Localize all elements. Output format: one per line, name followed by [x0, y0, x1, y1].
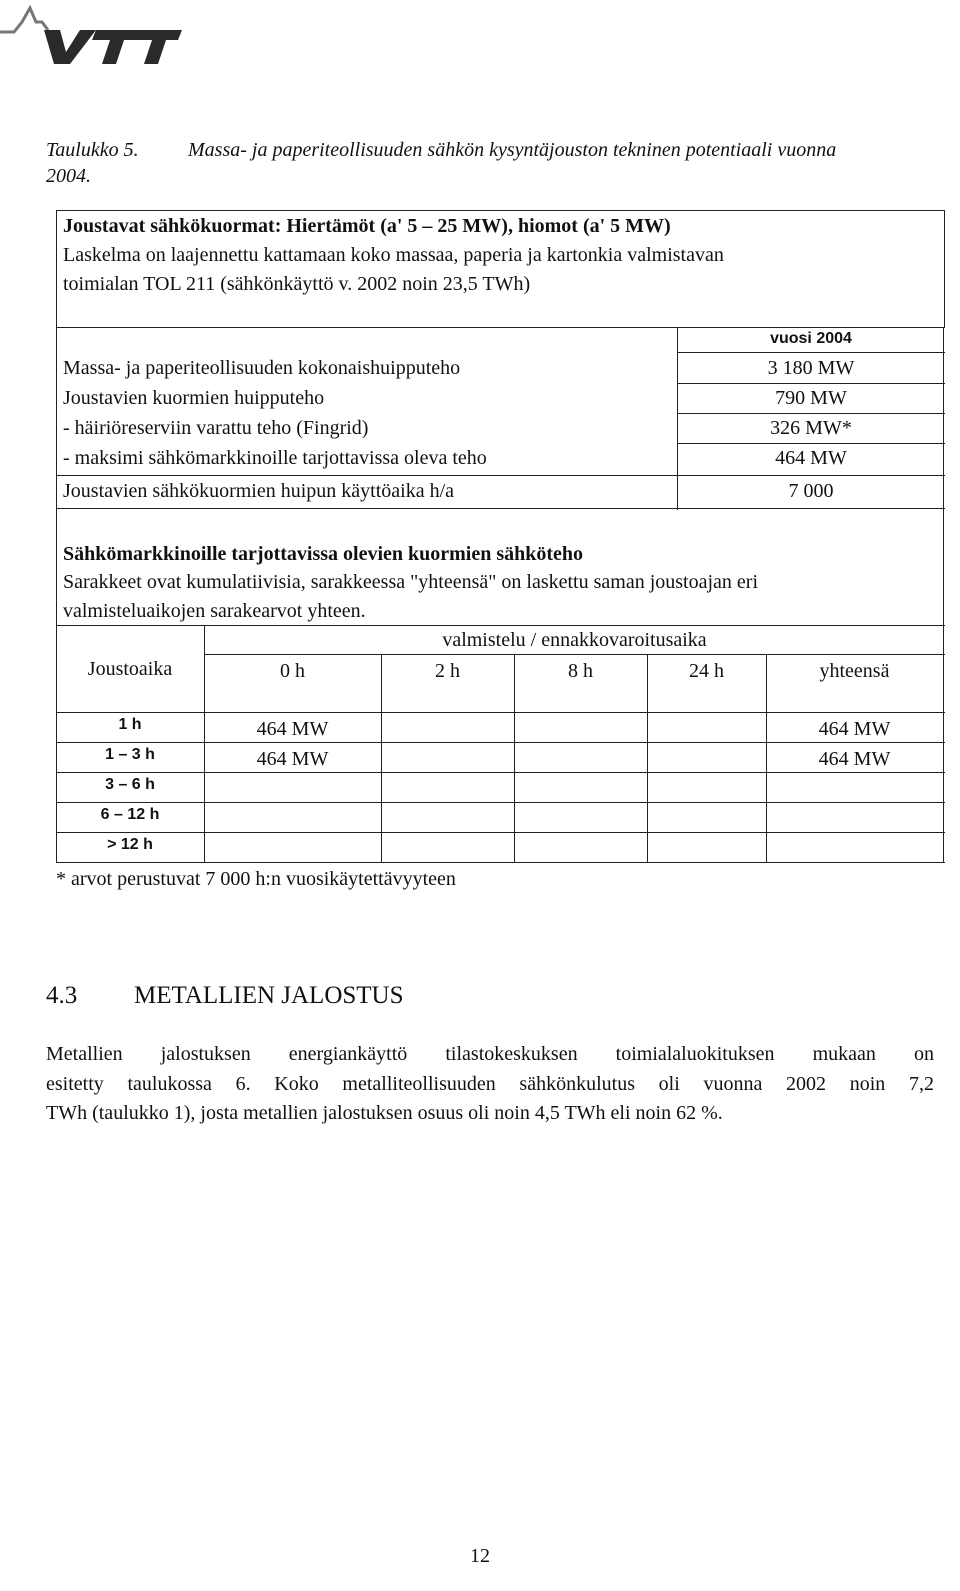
power-row-value: 3 180 MW — [767, 357, 855, 379]
power-row-value: 7 000 — [788, 480, 834, 502]
power-row-label: - maksimi sähkömarkkinoille tarjottavissa oleva teho — [63, 447, 487, 469]
power-row-value: 326 MW* — [770, 417, 852, 439]
column-header: yhteensä — [819, 660, 890, 682]
header-line-3: toimialan TOL 211 (sähkönkäyttö v. 2002 noin 23,5 TWh) — [63, 273, 531, 295]
row-label: > 12 h — [107, 836, 153, 853]
paragraph-line: TWh (taulukko 1), josta metallien jalostuksen osuus oli noin 4,5 TWh eli noin 62 %. — [46, 1102, 723, 1124]
table-cell: 464 MW — [818, 748, 891, 770]
power-row-value: 790 MW — [775, 387, 847, 409]
table-caption-title-cont: 2004. — [46, 165, 91, 187]
power-row-value: 464 MW — [775, 447, 847, 469]
table-cell: 464 MW — [818, 718, 891, 740]
section-title: METALLIEN JALOSTUS — [134, 982, 404, 1009]
page-number: 12 — [470, 1545, 490, 1567]
row-header: Joustoaika — [87, 658, 173, 680]
column-header: 2 h — [435, 660, 460, 682]
column-header: 0 h — [280, 660, 305, 682]
row-label: 6 – 12 h — [100, 806, 160, 823]
power-row-label: Massa- ja paperiteollisuuden kokonaishuipputeho — [63, 357, 461, 379]
row-label: 3 – 6 h — [105, 776, 155, 793]
power-row-label: Joustavien sähkökuormien huipun käyttöaika h/a — [63, 480, 455, 502]
column-header: 24 h — [689, 660, 724, 682]
market-section-title: Sähkömarkkinoille tarjottavissa olevien kuormien sähköteho — [63, 543, 584, 565]
paragraph-line: esitetty taulukossa 6. Koko metalliteollisuuden sähkönkulutus oli vuonna 2002 noin 7,2 — [46, 1072, 934, 1095]
group-header: valmistelu / ennakkovaroitusaika — [442, 629, 707, 651]
section-paragraph — [46, 1040, 934, 1129]
market-section-desc-1: Sarakkeet ovat kumulatiivisia, sarakkeessa "yhteensä" on laskettu saman joustoajan eri — [63, 571, 759, 593]
column-header: 8 h — [568, 660, 593, 682]
paragraph-line: Metallien jalostuksen energiankäyttö tilastokeskuksen toimialaluokituksen mukaan on — [46, 1043, 934, 1065]
row-label: 1 – 3 h — [105, 746, 155, 763]
table-cell: 464 MW — [256, 718, 329, 740]
power-row-label: Joustavien kuormien huipputeho — [63, 387, 325, 409]
market-section-desc-2: valmisteluaikojen sarakearvot yhteen. — [63, 600, 366, 622]
table-cell: 464 MW — [256, 748, 329, 770]
power-row-label: - häiriöreserviin varattu teho (Fingrid) — [63, 417, 369, 439]
header-line-2: Laskelma on laajennettu kattamaan koko massaa, paperia ja kartonkia valmistavan — [63, 244, 724, 266]
header-bold-line: Joustavat sähkökuormat: Hiertämöt (a' 5 – 25 MW), hiomot (a' 5 MW) — [63, 215, 671, 237]
row-label: 1 h — [118, 716, 142, 733]
table-caption-title: Massa- ja paperiteollisuuden sähkön kysyntäjouston tekninen potentiaali vuonna — [188, 139, 837, 161]
table-caption-label: Taulukko 5. — [46, 139, 139, 161]
section-number: 4.3 — [46, 982, 78, 1009]
year-header: vuosi 2004 — [770, 330, 852, 347]
vtt-logo-icon — [0, 0, 185, 72]
footnote: * arvot perustuvat 7 000 h:n vuosikäytettävyyteen — [56, 868, 456, 890]
